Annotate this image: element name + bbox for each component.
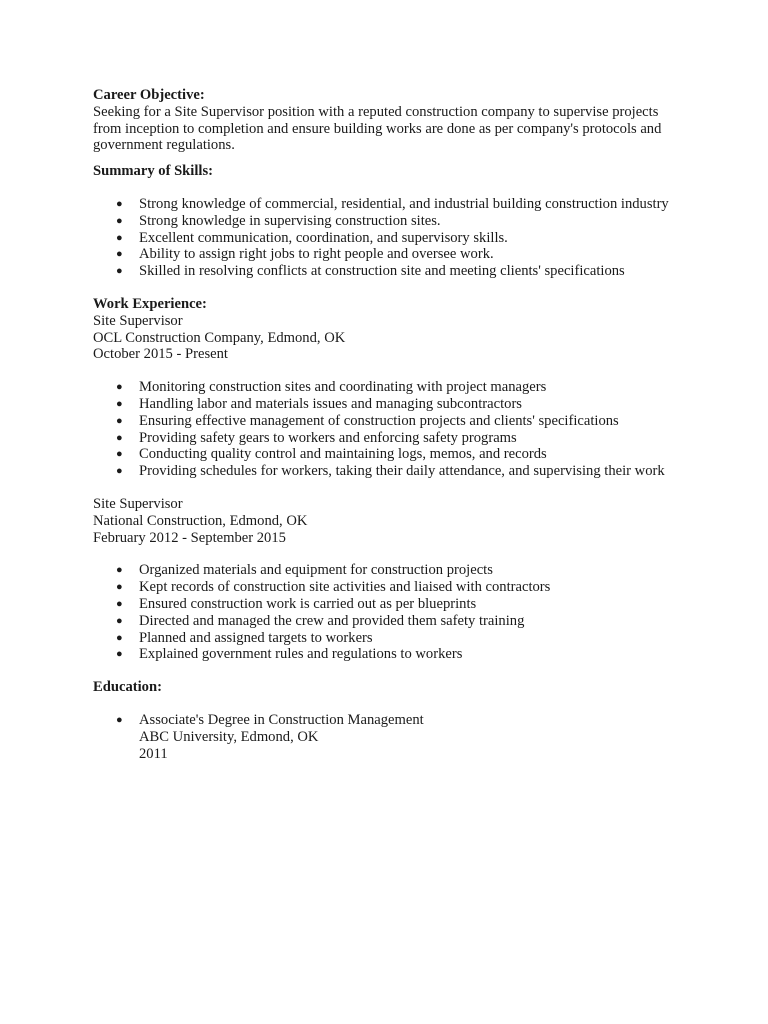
education-degree: Associate's Degree in Construction Management <box>139 711 424 728</box>
bullet-icon: ● <box>116 631 123 644</box>
bullet-icon: ● <box>116 231 123 244</box>
bullet-icon: ● <box>116 397 123 410</box>
list-item: ● Monitoring construction sites and coordinating with project managers <box>116 379 547 396</box>
list-item: ● Ensuring effective management of construction projects and clients' specifications <box>116 412 619 429</box>
bullet-icon: ● <box>116 597 123 610</box>
list-item <box>93 712 683 762</box>
work-experience-heading: Work Experience: <box>93 295 207 312</box>
list-item: ● Planned and assigned targets to workers <box>116 629 373 646</box>
bullet-icon: ● <box>116 214 123 227</box>
job-company: National Construction, Edmond, OK <box>93 512 308 529</box>
skills-heading: Summary of Skills: <box>93 163 214 180</box>
bullet-icon: ● <box>116 713 123 726</box>
career-objective-text: Seeking for a Site Supervisor position with a reputed construction company to supervise projects from inception to completion and ensure building works are done as per company's protocols and government regulations. <box>93 103 662 154</box>
bullet-icon: ● <box>116 248 123 261</box>
job-company: OCL Construction Company, Edmond, OK <box>93 329 346 346</box>
list-item: ● Strong knowledge of commercial, residential, and industrial building construction industry <box>116 195 669 212</box>
job-duties-list <box>93 379 683 480</box>
list-item: ● Excellent communication, coordination, and supervisory skills. <box>116 229 508 246</box>
education-school: ABC University, Edmond, OK <box>139 728 319 745</box>
list-item: ● Strong knowledge in supervising construction sites. <box>116 212 441 229</box>
bullet-icon: ● <box>116 431 123 444</box>
list-item: ● Ensured construction work is carried out as per blueprints <box>116 595 477 612</box>
list-item: ● Handling labor and materials issues and managing subcontractors <box>116 395 522 412</box>
list-item: ● Organized materials and equipment for construction projects <box>116 562 493 579</box>
bullet-icon: ● <box>116 448 123 461</box>
job-dates: February 2012 - September 2015 <box>93 529 286 546</box>
bullet-icon: ● <box>116 581 123 594</box>
bullet-icon: ● <box>116 465 123 478</box>
list-item: ● Providing schedules for workers, taking their daily attendance, and supervising their work <box>116 463 665 480</box>
job-dates: October 2015 - Present <box>93 346 228 363</box>
education-heading: Education: <box>93 679 162 696</box>
bullet-icon: ● <box>116 197 123 210</box>
bullet-icon: ● <box>116 564 123 577</box>
career-objective-heading: Career Objective: <box>93 87 205 103</box>
bullet-icon: ● <box>116 614 123 627</box>
list-item: ● Skilled in resolving conflicts at construction site and meeting clients' specifications <box>116 263 625 280</box>
list-item: ● Conducting quality control and maintaining logs, memos, and records <box>116 446 547 463</box>
list-item: ● Kept records of construction site activities and liaised with contractors <box>116 579 551 596</box>
job-duties-list <box>93 562 683 663</box>
list-item: ● Providing safety gears to workers and enforcing safety programs <box>116 429 517 446</box>
bullet-icon: ● <box>116 381 123 394</box>
skills-list <box>93 196 683 280</box>
bullet-icon: ● <box>116 414 123 427</box>
list-item: ● Explained government rules and regulations to workers <box>116 646 463 663</box>
bullet-icon: ● <box>116 265 123 278</box>
job-title: Site Supervisor <box>93 312 183 329</box>
job-title: Site Supervisor <box>93 495 183 512</box>
education-list <box>93 712 683 762</box>
list-item: ● Directed and managed the crew and provided them safety training <box>116 612 525 629</box>
list-item: ● Ability to assign right jobs to right people and oversee work. <box>116 246 494 263</box>
resume-page <box>93 87 683 762</box>
education-year: 2011 <box>139 745 168 762</box>
bullet-icon: ● <box>116 648 123 661</box>
